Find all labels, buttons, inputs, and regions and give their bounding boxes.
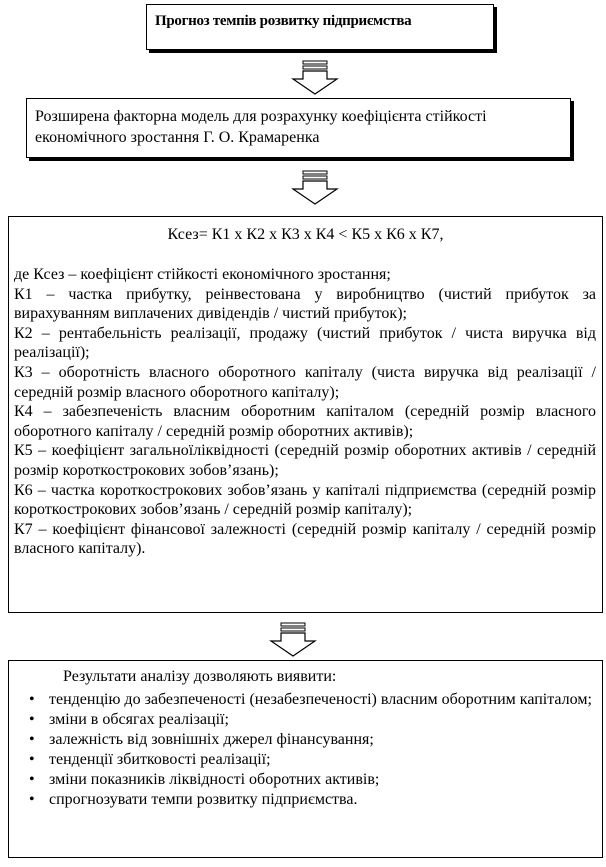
title-text: Прогноз темпів розвитку підприємства bbox=[155, 13, 412, 29]
bullet-icon: • bbox=[29, 691, 35, 708]
definition-item: К5 – коефіцієнт загальноїліквідності (середній розмір оборотних активів / середній розмір короткострокових зобов’язань); bbox=[14, 442, 596, 479]
down-arrow-icon-1 bbox=[290, 60, 340, 96]
list-item: • зміни показників ліквідності оборотних активів; bbox=[29, 771, 380, 788]
bullet-icon: • bbox=[29, 731, 35, 748]
definition-item: К7 – коефіцієнт фінансової залежності (середній розмір капіталу / середній розмір власного капіталу). bbox=[14, 520, 596, 558]
list-item: • залежність від зовнішніх джерел фінансування; bbox=[29, 731, 374, 748]
bullet-icon: • bbox=[29, 771, 35, 788]
results-box bbox=[8, 660, 603, 858]
definition-item: К2 – рентабельність реалізації, продажу (чистий прибуток / чиста виручка від реалізації); bbox=[14, 324, 596, 362]
list-item: • зміни в обсягах реалізації; bbox=[29, 711, 229, 728]
bullet-icon: • bbox=[29, 711, 35, 728]
formula-box bbox=[8, 216, 603, 613]
bullet-icon: • bbox=[29, 751, 35, 768]
definition-item: К1 – частка прибутку, реінвестована у виробництво (чистий прибуток за вирахуванням виплачених дивідендів / чистий прибуток); bbox=[14, 285, 596, 323]
title-box bbox=[146, 4, 494, 50]
down-arrow-icon-3 bbox=[268, 622, 318, 658]
down-arrow-icon-2 bbox=[290, 170, 340, 206]
results-intro: Результати аналізу дозволяють виявити: bbox=[63, 668, 337, 685]
bullet-icon: • bbox=[29, 791, 35, 808]
definition-item: де Ксез – коефіцієнт стійкості економічного зростання; bbox=[14, 266, 391, 283]
definition-item: К6 – частка короткострокових зобов’язань у капіталі підприємства (середній розмір короткострокових зобов’язань / середній розмір капіталу); bbox=[14, 481, 596, 519]
list-item: • спрогнозувати темпи розвитку підприємства. bbox=[29, 791, 358, 808]
definitions-list bbox=[14, 265, 596, 559]
model-box bbox=[26, 98, 571, 158]
list-item: • тенденцію до забезпеченості (незабезпеченості) власним оборотним капіталом; bbox=[29, 691, 592, 708]
model-text: Розширена факторна модель для розрахунку коефіцієнта стійкості економічного зростання Г. О. Крамаренка bbox=[35, 108, 487, 146]
definition-item: К4 – забезпеченість власним оборотним капіталом (середній розмір власного оборотного капіталу / середній розмір оборотних активів); bbox=[14, 403, 596, 440]
list-item: • тенденції збитковості реалізації; bbox=[29, 751, 271, 768]
results-list bbox=[17, 690, 592, 810]
definition-item: К3 – оборотність власного оборотного капіталу (чиста виручка від реалізації / середній розмір власного оборотного капіталу); bbox=[14, 363, 596, 401]
formula-text: Ксез= К1 х К2 х К3 х К4 < К5 х К6 х К7, bbox=[167, 226, 444, 243]
